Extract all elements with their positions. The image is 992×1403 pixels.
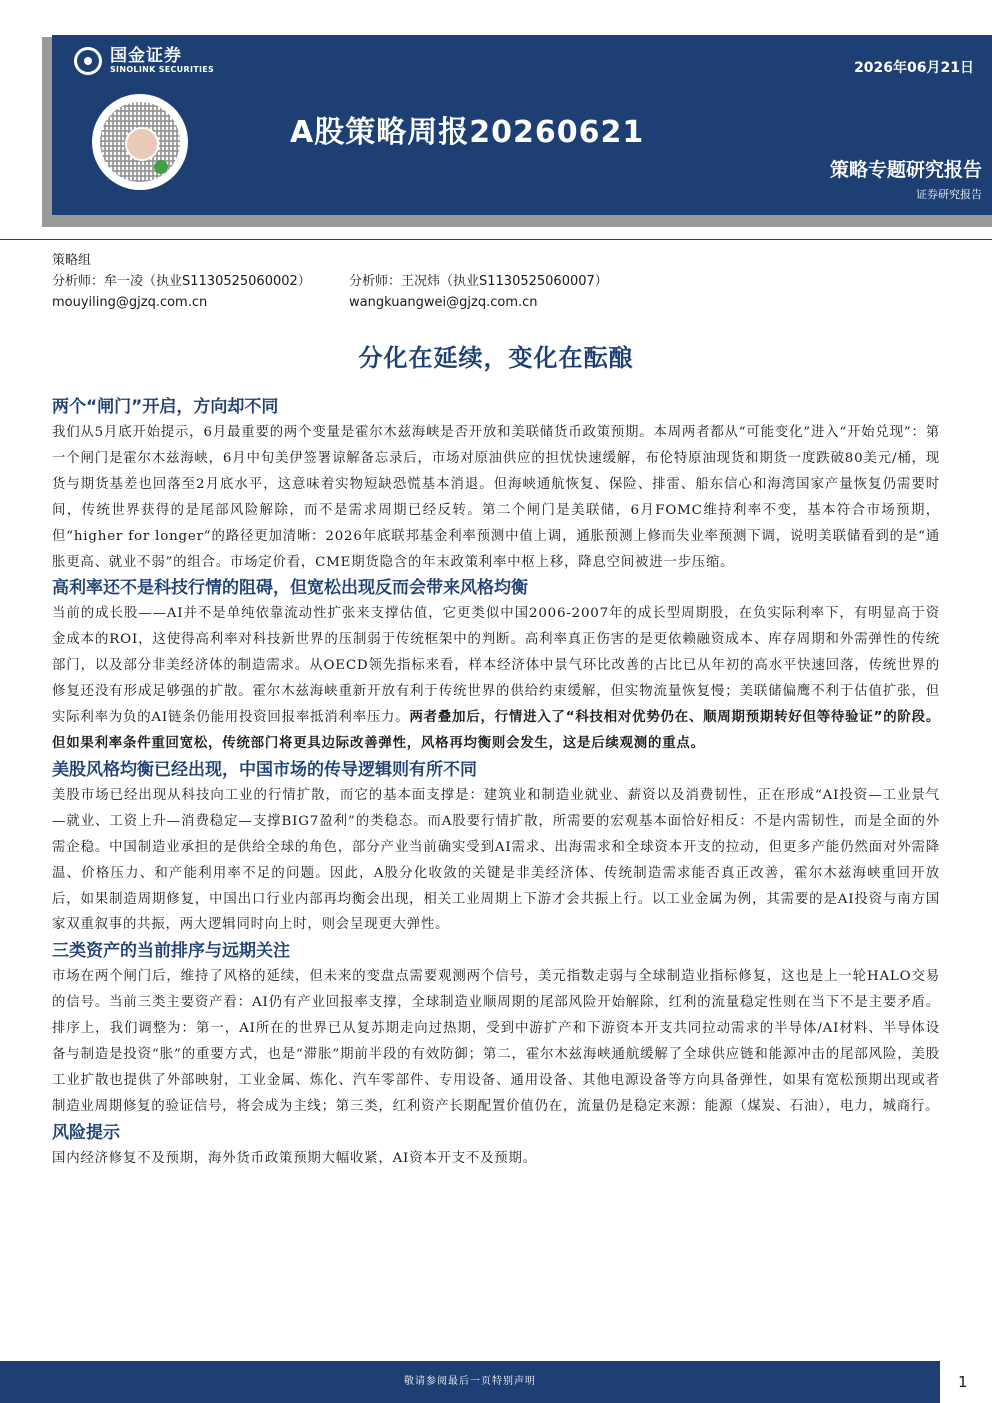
analyst-1: 分析师：牟一凌（执业S1130525060002） [52, 274, 311, 289]
footer-disclaimer: 敬请参阅最后一页特别声明 [0, 1361, 940, 1403]
wechat-mini-icon [154, 160, 168, 174]
company-logo [74, 47, 214, 75]
qr-center-logo-icon [125, 127, 159, 161]
analyst-2-email[interactable]: wangkuangwei@gjzq.com.cn [349, 295, 538, 310]
section-title: 两个“闸门”开启，方向却不同 [52, 397, 279, 417]
page-number: 1 [958, 1373, 968, 1391]
risk-paragraph: 国内经济修复不及预期，海外货币政策预期大幅收紧，AI资本开支不及预期。 [52, 1150, 537, 1166]
report-subtype: 证券研究报告 [916, 188, 982, 201]
section-paragraph: 当前的成长股——AI并不是单纯依靠流动性扩张来支撑估值，它更类似中国2006-2007年的成长型周期股，在负实际利率下，有明显高于资金成本的ROI，这使得高利率对科技新世界的压制弱于传统框架中的判断。高利率真正伤害的是更依赖融资成本、库存周期和外需弹性的传统部门，以及部分非美经济体的制造需求。从OECD领先指标来看，样本经济体中景气环比改善的占比已从年初的高水平快速回落，传统世界的修复还没有形成足够强的扩散。霍尔木兹海峡重新开放有利于传统世界的供给约束缓解，但实物流量恢复慢；美联储偏鹰不利于估值扩张，但实际利率为负的AI链条仍能用投资回报率抵消利率压力。两者叠加后，行情进入了“科技相对优势仍在、顺周期预期转好但等待验证”的阶段。但如果利率条件重回宽松，传统部门将更具边际改善弹性，风格再均衡则会发生，这是后续观测的重点。 [52, 606, 941, 751]
analyst-1-email[interactable]: mouyiling@gjzq.com.cn [52, 295, 208, 310]
analyst-group: 策略组 [52, 253, 92, 268]
report-body [52, 394, 940, 1172]
logo-cn-text: 国金证券 [110, 46, 182, 66]
report-title: A股策略周报20260621 [290, 115, 645, 150]
section-title: 高利率还不是科技行情的阻碍，但宽松出现反而会带来风格均衡 [52, 578, 528, 599]
header-banner [52, 35, 992, 215]
section-title: 美股风格均衡已经出现，中国市场的传导逻辑则有所不同 [52, 759, 477, 780]
analyst-block [52, 250, 608, 313]
qr-code-icon [92, 94, 188, 190]
emphasis-text: 两者叠加后，行情进入了“科技相对优势仍在、顺周期预期转好但等待验证”的阶段。但如果利率条件重回宽松，传统部门将更具边际改善弹性，风格再均衡则会发生，这是后续观测的重点。 [52, 710, 941, 751]
section-title-risk: 风险提示 [52, 1122, 120, 1143]
header-rule [0, 239, 992, 240]
report-type: 策略专题研究报告 [829, 159, 982, 181]
section-title: 三类资产的当前排序与远期关注 [52, 941, 290, 962]
section-paragraph: 我们从5月底开始提示，6月最重要的两个变量是霍尔木兹海峡是否开放和美联储货币政策预期。本周两者都从“可能变化”进入“开始兑现”：第一个闸门是霍尔木兹海峡，6月中旬美伊签署谅解备忘录后，市场对原油供应的担忧快速缓解，布伦特原油现货和期货一度跌破80美元/桶，现货与期货基差也回落至2月底水平，这意味着实物短缺恐慌基本消退。但海峡通航恢复、保险、排雷、船东信心和海湾国家产量恢复仍需要时间，传统世界获得的是尾部风险解除，而不是需求周期已经反转。第二个闸门是美联储，6月FOMC维持利率不变，基本符合市场预期，但“higher for longer”的路径更加清晰：2026年底联邦基金利率预测中值上调，通胀预测上修而失业率预测下调，说明美联储看到的是“通胀更高、就业不弱”的组合。市场定价看，CME期货隐含的年末政策利率中枢上移，降息空间被进一步压缩。 [52, 425, 940, 570]
section-paragraph: 美股市场已经出现从科技向工业的行情扩散，而它的基本面支撑是：建筑业和制造业就业、薪资以及消费韧性，正在形成“AI投资—工业景气—就业、工资上升—消费稳定—支撑BIG7盈利”的类稳态。而A股要行情扩散，所需要的宏观基本面恰好相反：不是内需韧性，而是全面的外需企稳。中国制造业承担的是供给全球的角色，部分产业当前确实受到AI需求、出海需求和全球资本开支的拉动，但更多产能仍然面对外需降温、价格压力、和产能利用率不足的问题。因此，A股分化收敛的关键是非美经济体、传统制造需求能否真正改善，霍尔木兹海峡重回开放后，如果制造周期修复，中国出口行业内部再均衡会出现，相关工业周期上下游才会共振上行。以工业金属为例，其需要的是AI投资与南方国家双重叙事的共振，两大逻辑同时向上时，则会呈现更大弹性。 [52, 787, 940, 933]
logo-en-text: SINOLINK SECURITIES [110, 65, 215, 74]
logo-mark-icon [74, 47, 102, 75]
analyst-2: 分析师：王况炜（执业S1130525060007） [349, 274, 608, 289]
section-paragraph: 市场在两个闸门后，维持了风格的延续，但未来的变盘点需要观测两个信号，美元指数走弱与全球制造业指标修复，这也是上一轮HALO交易的信号。当前三类主要资产看：AI仍有产业回报率支撑，全球制造业顺周期的尾部风险开始解除，红利的流量稳定性则在当下不是主要矛盾。排序上，我们调整为：第一，AI所在的世界已从复苏期走向过热期，受到中游扩产和下游资本开支共同拉动需求的半导体/AI材料、半导体设备与制造是投资“胀”的重要方式，也是“滞胀”期前半段的有效防御；第二，霍尔木兹海峡通航缓解了全球供应链和能源冲击的尾部风险，美股工业扩散也提供了外部映射，工业金属、炼化、汽车零部件、专用设备、通用设备、其他电源设备等方向具备弹性，如果有宽松预期出现或者制造业周期修复的验证信号，将会成为主线；第三类，红利资产长期配置价值仍在，流量仍是稳定来源：能源（煤炭、石油），电力，城商行。 [52, 969, 940, 1114]
main-title: 分化在延续，变化在酝酿 [358, 344, 634, 372]
report-date: 2026年06月21日 [854, 60, 974, 76]
